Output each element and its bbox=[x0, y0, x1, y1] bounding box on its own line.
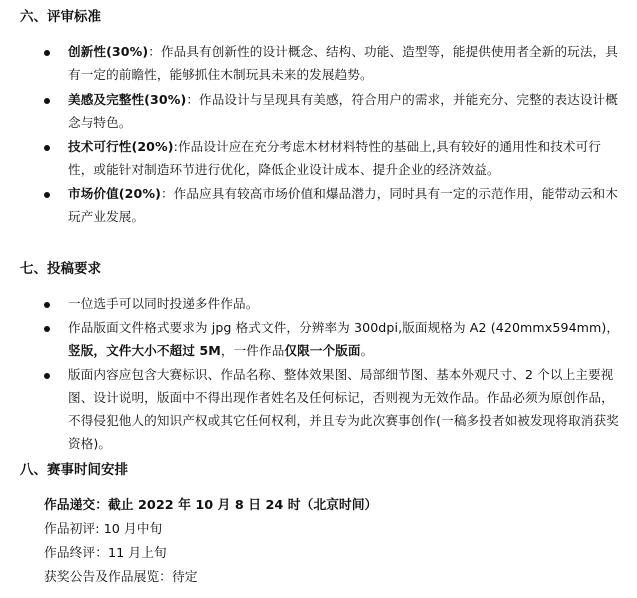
format-text: 作品版面文件格式要求为 jpg 格式文件，分辨率为 300dpi,版面规格为 A2 (420mmx594mm)， bbox=[68, 320, 620, 335]
criteria-description: :作品设计应在充分考虑木材材料特性的基础上,具有较好的通用性和技术可行性，或能针对制造环节进行优化，降低企业设计成本、提升企业的经济效益。 bbox=[68, 139, 601, 177]
bullet-icon bbox=[44, 98, 50, 104]
criteria-description: ：作品设计与呈现具有美感，符合用户的需求，并能充分、完整的表达设计概念与特色。 bbox=[68, 92, 618, 130]
bullet-icon bbox=[44, 50, 50, 56]
bullet-icon bbox=[44, 326, 50, 332]
criteria-description: ：作品具有创新性的设计概念、结构、功能、造型等，能提供使用者全新的玩法，具有一定的前瞻性，能够抓住木制玩具未来的发展趋势。 bbox=[68, 44, 618, 82]
criteria-feasibility bbox=[68, 135, 624, 181]
bullet-icon bbox=[44, 145, 50, 151]
criteria-innovation bbox=[68, 40, 624, 86]
format-text: 。 bbox=[360, 343, 374, 358]
criteria-market-value bbox=[68, 182, 624, 228]
criteria-aesthetics bbox=[68, 88, 624, 134]
submission-rule-multiple: 一位选手可以同时投递多件作品。 bbox=[68, 296, 259, 311]
submission-rule-format bbox=[68, 316, 624, 362]
section-6-title: 六、评审标准 bbox=[20, 9, 101, 25]
schedule-deadline: 作品递交：截止 2022 年 10 月 8 日 24 时（北京时间） bbox=[44, 498, 378, 513]
format-emphasis: 仅限一个版面 bbox=[284, 343, 361, 358]
criteria-label: 美感及完整性(30%) bbox=[68, 92, 187, 107]
bullet-icon bbox=[44, 373, 50, 379]
criteria-label: 创新性(30%) bbox=[68, 44, 149, 59]
criteria-description: ：作品应具有较高市场价值和爆品潜力，同时具有一定的示范作用，能带动云和木玩产业发展。 bbox=[68, 186, 618, 224]
schedule-preliminary: 作品初评: 10 月中旬 bbox=[44, 522, 163, 537]
section-7-title: 七、投稿要求 bbox=[20, 261, 101, 277]
bullet-icon bbox=[44, 192, 50, 198]
schedule-final: 作品终评：11 月上旬 bbox=[44, 546, 167, 561]
criteria-label: 技术可行性(20%) bbox=[68, 139, 174, 154]
submission-rule-content: 版面内容应包含大赛标识、作品名称、整体效果图、局部细节图、基本外观尺寸、2 个以上主要视图、设计说明，版面中不得出现作者姓名及任何标记，否则视为无效作品。作品必须为原创作品，不得侵犯他人的知识产权或其它任何权利，并且专为此次赛事创作(一稿多投者如被发现将取消获奖资格)。 bbox=[68, 367, 619, 451]
section-8-title: 八、赛事时间安排 bbox=[20, 462, 128, 478]
criteria-label: 市场价值(20%) bbox=[68, 186, 161, 201]
format-text: ，一件作品 bbox=[220, 343, 285, 358]
schedule-announcement: 获奖公告及作品展览：待定 bbox=[44, 570, 198, 585]
format-emphasis: 竖版，文件大小不超过 5M bbox=[68, 343, 221, 358]
bullet-icon bbox=[44, 302, 50, 308]
